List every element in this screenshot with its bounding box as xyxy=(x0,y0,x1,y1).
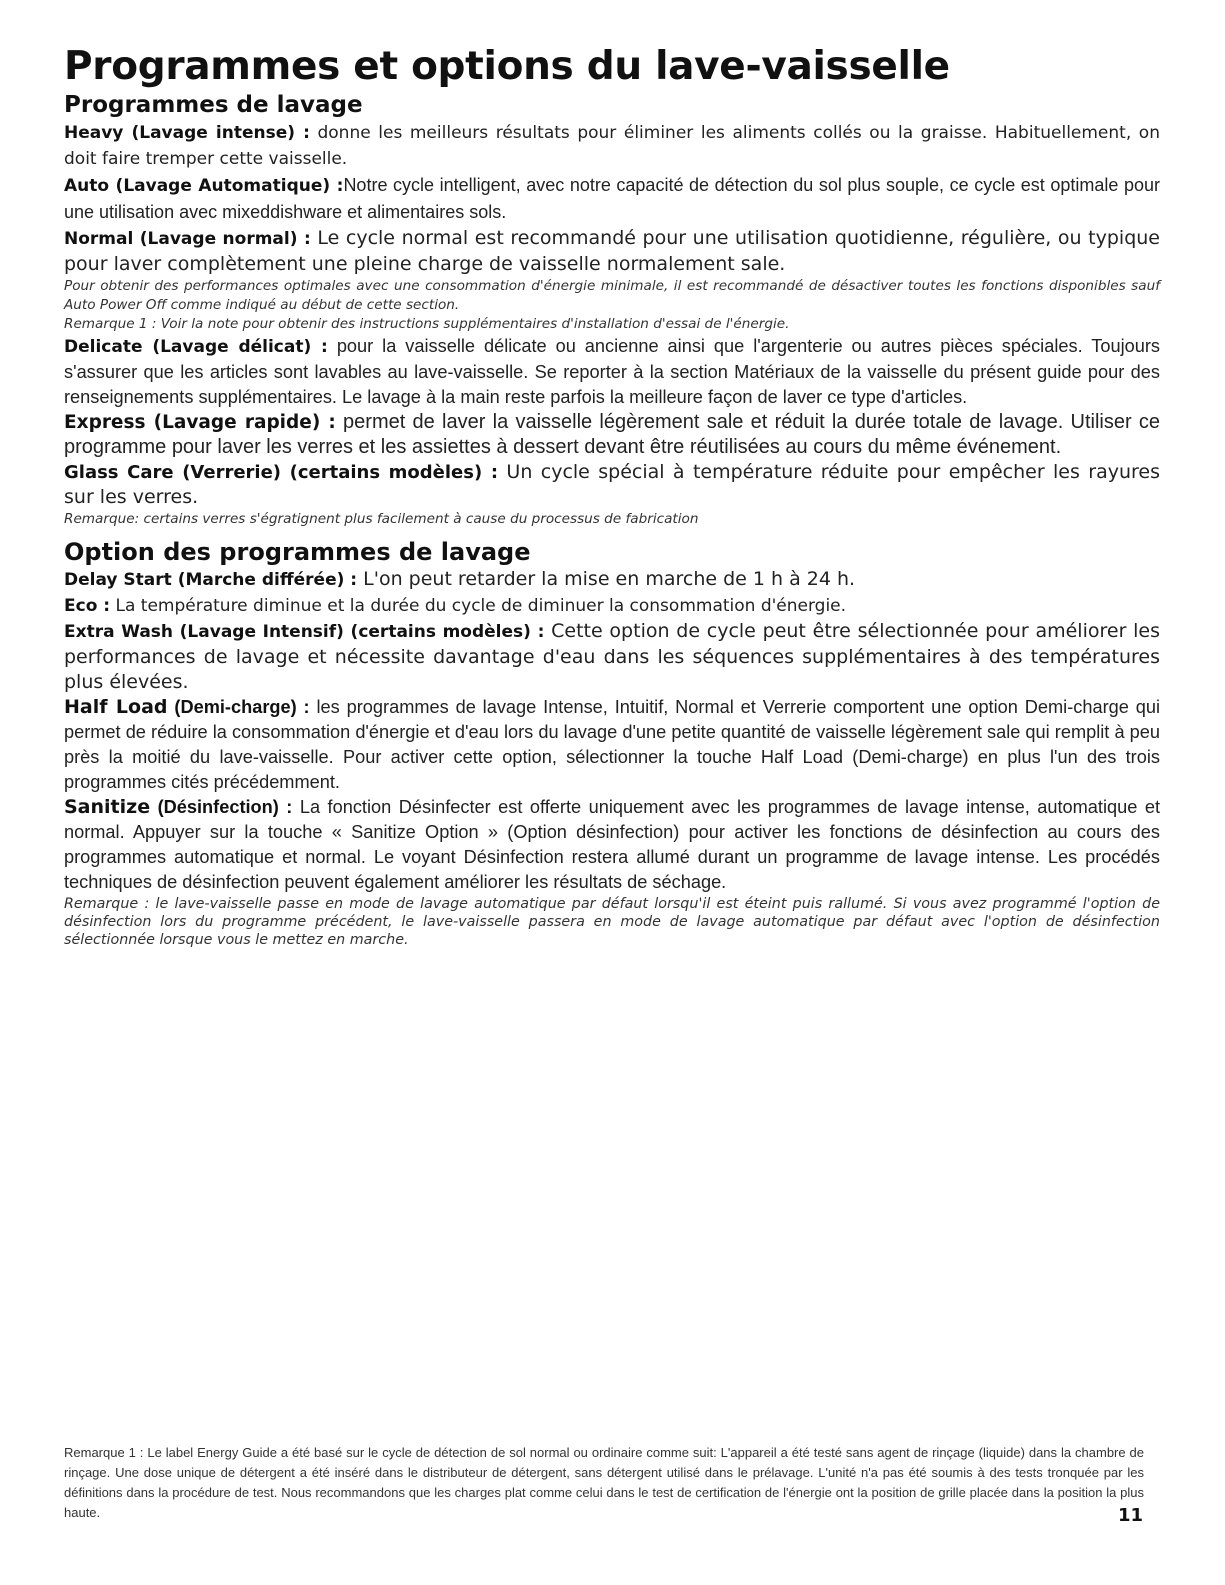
entry-term: Auto (Lavage Automatique) : xyxy=(64,176,344,196)
entry-half-load xyxy=(64,695,1160,795)
note-glass: Remarque: certains verres s'égratignent plus facilement à cause du processus de fabrication xyxy=(64,511,699,527)
entry-text: Le cycle normal est recommandé pour une utilisation quotidienne, régulière, ou typique pour laver complètement une pleine charge de vaisselle normalement sale. xyxy=(64,227,1160,275)
entry-term: Eco : xyxy=(64,596,111,616)
page-number: 11 xyxy=(1118,1505,1144,1526)
entry-express xyxy=(64,410,1160,460)
note-sanitize: Remarque : le lave-vaisselle passe en mode de lavage automatique par défaut lorsqu'il est éteint puis rallumé. Si vous avez programmé l'option de désinfection lors du programme précédent, le lave-vaisselle passera en mode de lavage automatique par défaut avec l'option de désinfection sélectionnée lorsque vous le mettez en marche. xyxy=(64,896,1160,948)
entry-term: Extra Wash (Lavage Intensif) (certains modèles) : xyxy=(64,622,545,642)
footnote-energy-guide: Remarque 1 : Le label Energy Guide a été basé sur le cycle de détection de sol normal ou ordinaire comme suit: L'appareil a été testé sans agent de rinçage (liquide) dans la chambre de rinçage. Une dose unique de détergent a été inséré dans le distributeur de détergent, sans détergent utilisé dans le prélavage. L'unité n'a pas été soumis à des tests tronquée par les définitions dans la procédure de test. Nous recommandons que les charges plat comme celui dans le test de certification de l'énergie ont la position de grille placée dans la position la plus haute. xyxy=(64,1445,1144,1520)
entry-eco xyxy=(64,593,1160,619)
entry-term: Delay Start (Marche différée) : xyxy=(64,570,358,590)
entry-term-translation: (Demi-charge) : xyxy=(167,697,310,717)
entry-text: donne les meilleurs résultats pour éliminer les aliments collés ou la graisse. Habituellement, on doit faire tremper cette vaisselle. xyxy=(64,123,1160,169)
entry-text: La température diminue et la durée du cycle de diminuer la consommation d'énergie. xyxy=(110,596,847,616)
document-page xyxy=(64,44,1160,949)
entry-text: permet de laver la vaisselle légèrement sale et réduit la durée totale de lavage. Utiliser ce programme pour laver les verres et les assiettes à dessert devant être réutilisées au cours du même événement. xyxy=(64,411,1160,458)
entry-normal xyxy=(64,226,1160,277)
entry-text: Cette option de cycle peut être sélectionnée pour améliorer les performances de lavage et nécessite davantage d'eau dans les séquences supplémentaires à des températures plus élevées. xyxy=(64,620,1161,693)
entry-text: La fonction Désinfecter est offerte uniquement avec les programmes de lavage intense, automatique et normal. Appuyer sur la touche « Sanitize Option » (Option désinfection) pour activer les fonctions de désinfection au cours des programmes automatique et normal. Le voyant Désinfection restera allumé durant un programme de lavage intense. Les procédés techniques de désinfection peuvent également améliorer les résultats de séchage. xyxy=(64,797,1160,892)
entry-term: Sanitize xyxy=(64,796,151,818)
entry-text: les programmes de lavage Intense, Intuitif, Normal et Verrerie comportent une option Demi-charge qui permet de réduire la consommation d'énergie et d'eau lors du lavage d'une petite quantité de vaisselle légèrement sale qui remplit à peu près la moitié du lave-vaisselle. Pour activer cette option, sélectionner la touche Half Load (Demi-charge) en plus l'un des trois programmes cités précédemment. xyxy=(64,697,1161,792)
entry-term: Glass Care (Verrerie) (certains modèles) : xyxy=(64,462,499,483)
entry-text: pour la vaisselle délicate ou ancienne ainsi que l'argenterie ou autres pièces spéciales. Toujours s'assurer que les articles sont lavables au lave-vaisselle. Se reporter à la section Matériaux de la vaisselle du présent guide pour des renseignements supplémentaires. Le lavage à la main reste parfois la meilleure façon de laver ce type d'articles. xyxy=(64,336,1160,407)
entry-text: Un cycle spécial à température réduite pour empêcher les rayures sur les verres. xyxy=(64,461,1160,508)
entry-term: Half Load xyxy=(64,696,168,718)
entry-delay-start xyxy=(64,567,1160,593)
entry-delicate xyxy=(64,334,1160,410)
entry-term: Delicate (Lavage délicat) : xyxy=(64,337,328,357)
entry-extra-wash xyxy=(64,619,1160,695)
entry-term: Express (Lavage rapide) : xyxy=(64,412,336,433)
section-heading-wash-options: Option des programmes de lavage xyxy=(64,538,531,566)
entry-term: Normal (Lavage normal) : xyxy=(64,229,311,249)
entry-auto xyxy=(64,172,1160,226)
entry-heavy xyxy=(64,120,1160,172)
note-energy: Pour obtenir des performances optimales avec une consommation d'énergie minimale, il est recommandé de désactiver toutes les fonctions disponibles sauf Auto Power Off comme indiqué au début de cette section. xyxy=(64,278,1160,313)
entry-sanitize xyxy=(64,795,1160,895)
entry-term-translation: (Désinfection) : xyxy=(150,797,293,817)
section-heading-wash-programs: Programmes de lavage xyxy=(64,92,363,118)
entry-text: Notre cycle intelligent, avec notre capacité de détection du sol plus souple, ce cycle est optimale pour une utilisation avec mixeddishware et alimentaires sols. xyxy=(64,175,1160,222)
note-remark-1: Remarque 1 : Voir la note pour obtenir des instructions supplémentaires d'installation d'essai de l'énergie. xyxy=(64,316,790,332)
entry-text: L'on peut retarder la mise en marche de 1 h à 24 h. xyxy=(357,568,856,590)
entry-glass-care xyxy=(64,460,1160,510)
entry-term: Heavy (Lavage intense) : xyxy=(64,123,310,143)
page-title: Programmes et options du lave-vaisselle xyxy=(64,44,950,89)
